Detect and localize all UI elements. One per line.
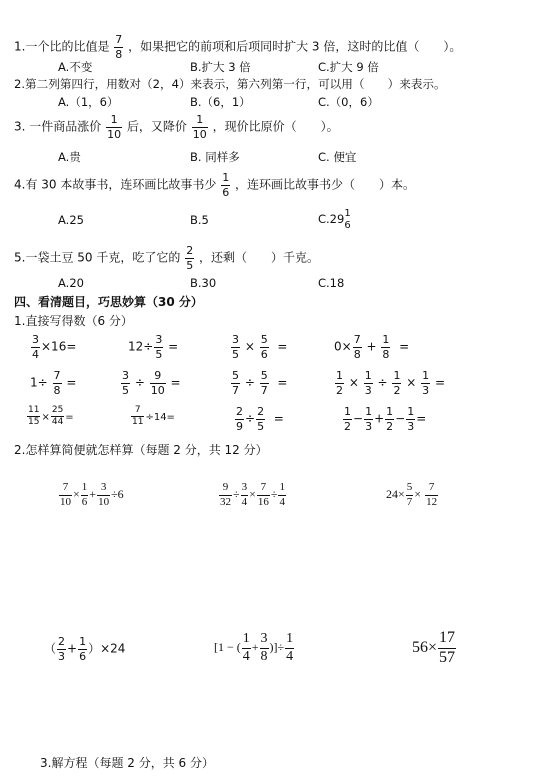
direct-r2-2: $\frac{3}{5}$ ÷ $\frac{9}{10}$ = bbox=[122, 369, 181, 397]
direct-r3-4: $\frac{1}{2}$ − $\frac{1}{3}$ + $\frac{1}{2}$ − $\frac{1}{3}$ = bbox=[344, 405, 427, 433]
simplify-expr-2: $\frac{9}{32}$ ÷ $\frac{3}{4}$ × $\frac{7}{16}$ ÷ $\frac{1}{4}$ bbox=[220, 481, 285, 508]
question-2: 2.第二列第四行，用数对（2，4）来表示，第六列第一行，可以用（ ）来表示。 bbox=[14, 77, 446, 91]
simplify-expr-6: 56× $\frac{17}{57}$ bbox=[412, 629, 456, 666]
direct-r1-4: 0× $\frac{7}{8}$ + $\frac{1}{8}$ = bbox=[334, 333, 410, 361]
section-4-sub3: 3.解方程（每题 2 分，共 6 分） bbox=[40, 756, 214, 770]
simplify-expr-3: 24× $\frac{5}{7}$ × $\frac{7}{12}$ bbox=[386, 481, 438, 508]
q3-option-a: A.贵 bbox=[58, 150, 81, 164]
direct-r2-3: $\frac{5}{7}$ ÷ $\frac{5}{7}$ = bbox=[232, 369, 288, 397]
q4-option-a: A.25 bbox=[58, 213, 84, 227]
question-1 bbox=[14, 34, 461, 60]
simplify-expr-5: [1 − ( $\frac{1}{4}$ + $\frac{3}{8}$ )]÷ $\frac{1}{4}$ bbox=[214, 631, 294, 664]
direct-r1-1: $\frac{3}{4}$ ×16= bbox=[32, 333, 77, 361]
direct-r1-2: 12÷ $\frac{3}{5}$ = bbox=[128, 333, 179, 361]
q2-option-c: C.（0，6） bbox=[318, 95, 379, 109]
simplify-expr-4: （ $\frac{2}{3}$ + $\frac{1}{6}$ ）×24 bbox=[44, 635, 126, 663]
q2-option-a: A.（1，6） bbox=[58, 95, 119, 109]
q5-option-b: B.30 bbox=[190, 276, 217, 290]
q1-text-before: 1.一个比的比值是 bbox=[14, 39, 110, 54]
direct-r2-1: 1÷ $\frac{7}{8}$ = bbox=[30, 369, 77, 397]
q2-option-b: B.（6，1） bbox=[190, 95, 251, 109]
q5-option-a: A.20 bbox=[58, 276, 84, 290]
q4-option-c: C.29 1 6 bbox=[318, 208, 351, 231]
question-3: 3. 一件商品涨价 $\frac{1}{10}$ 后，又降价 $\frac{1}{10}$ ，现价比原价（ ）。 bbox=[14, 113, 339, 141]
direct-r3-1: $\frac{11}{15}$ × $\frac{25}{44}$ = bbox=[28, 405, 74, 428]
direct-r3-2: $\frac{7}{11}$ ÷14= bbox=[132, 405, 175, 428]
section-4-sub2: 2.怎样算简便就怎样算（每题 2 分，共 12 分） bbox=[14, 443, 268, 457]
q1-fraction: $\frac{7}{8}$ bbox=[115, 33, 123, 61]
q3-option-b: B. 同样多 bbox=[190, 150, 240, 164]
section-4-sub1: 1.直接写得数（6 分） bbox=[14, 314, 133, 328]
simplify-expr-1: $\frac{7}{10}$ × $\frac{1}{6}$ + $\frac{3}{10}$ ÷6 bbox=[60, 481, 124, 508]
q1-option-b: B.扩大 3 倍 bbox=[190, 60, 251, 74]
question-4: 4.有 30 本故事书，连环画比故事书少 $\frac{1}{6}$ ，连环画比故事书少（ ）本。 bbox=[14, 171, 416, 199]
direct-r1-3: $\frac{3}{5}$ × $\frac{5}{6}$ = bbox=[232, 333, 288, 361]
direct-r2-4: $\frac{1}{2}$ × $\frac{1}{3}$ ÷ $\frac{1}{2}$ × $\frac{1}{3}$ = bbox=[336, 369, 446, 397]
q1-text-after: ，如果把它的前项和后项同时扩大 3 倍，这时的比值（ ）。 bbox=[128, 39, 462, 54]
q3-option-c: C. 便宜 bbox=[318, 150, 357, 164]
q5-option-c: C.18 bbox=[318, 276, 345, 290]
section-4-title: 四、看清题目，巧思妙算（30 分） bbox=[14, 295, 203, 309]
q1-option-a: A.不变 bbox=[58, 60, 93, 74]
question-5: 5.一袋土豆 50 千克，吃了它的 $\frac{2}{5}$ ，还剩（ ）千克。 bbox=[14, 244, 320, 272]
direct-r3-3: $\frac{2}{9}$ ÷ $\frac{2}{5}$ = bbox=[236, 405, 284, 433]
q1-option-c: C.扩大 9 倍 bbox=[318, 60, 379, 74]
q4-option-b: B.5 bbox=[190, 213, 209, 227]
